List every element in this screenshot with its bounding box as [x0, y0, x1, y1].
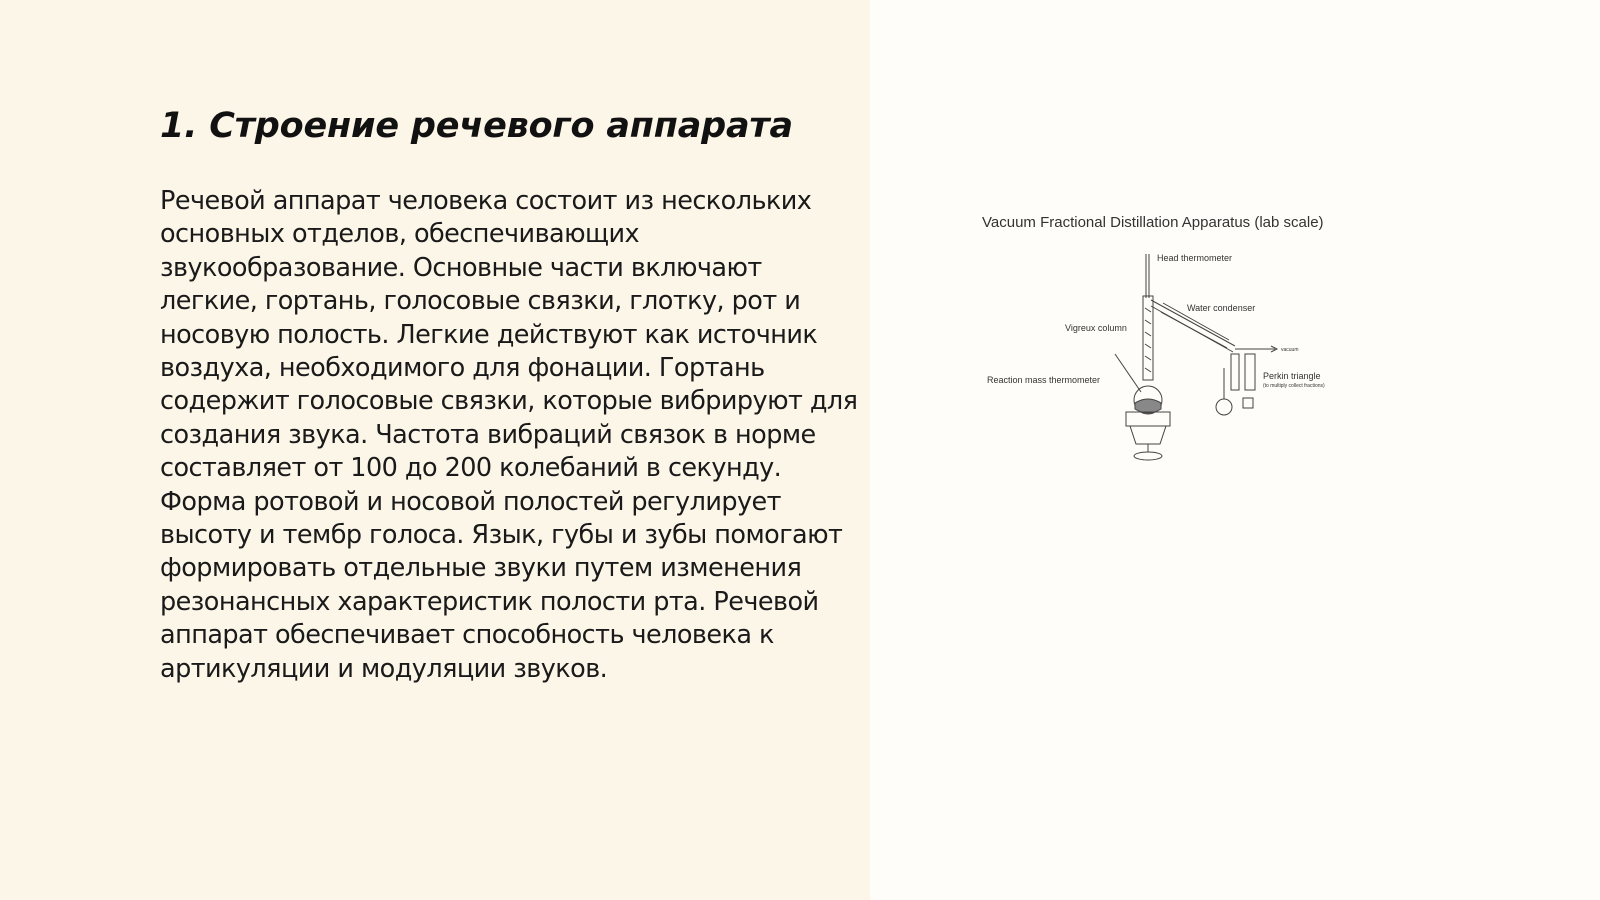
label-vacuum: vacuum	[1281, 347, 1299, 353]
label-perkin-note: (to multiply collect fractions)	[1263, 383, 1325, 389]
label-reaction-mass-thermometer: Reaction mass thermometer	[987, 375, 1101, 385]
label-head-thermometer: Head thermometer	[1157, 253, 1233, 263]
label-vigreux-column: Vigreux column	[1065, 323, 1127, 333]
slide-body-text: Речевой аппарат человека состоит из нескольких основных отделов, обеспечивающих звукообразование. Основные части включают легкие, гортань, голосовые связки, глотку, рот и носовую полость. Легкие действуют как источник воздуха, необходимого для фонации. Гортань содержит голосовые связки, которые вибрируют для создания звука. Частота вибраций связок в норме составляет от 100 до 200 колебаний в секунду. Форма ротовой и носовой полостей регулирует высоту и тембр голоса. Язык, губы и зубы помогают формировать отдельные звуки путем изменения резонансных характеристик полости рта. Речевой аппарат обеспечивает способность человека к артикуляции и модуляции звуков.	[160, 186, 858, 684]
reaction-thermometer-drawing	[1115, 354, 1141, 392]
distillation-diagram	[975, 208, 1405, 478]
diagram-title: Vacuum Fractional Distillation Apparatus (lab scale)	[982, 214, 1324, 231]
label-water-condenser: Water condenser	[1187, 303, 1256, 313]
heating-stand-drawing	[1126, 412, 1170, 460]
slide-title: 1. Строение речевого аппарата	[160, 106, 793, 146]
label-perkin-triangle: Perkin triangle	[1263, 371, 1321, 381]
head-thermometer-drawing	[1146, 254, 1149, 298]
vigreux-column-drawing	[1143, 296, 1153, 380]
round-flask-drawing	[1134, 386, 1162, 414]
